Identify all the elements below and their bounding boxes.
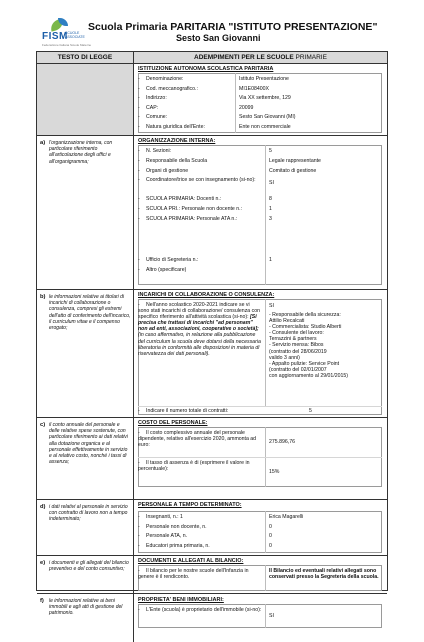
- list-item: - Educatori prima primaria, n.: [138, 542, 210, 549]
- detail-line: - Responsabile della sicurezza:: [269, 312, 341, 318]
- detail-line: - Servizio mensa: Bibos: [269, 342, 324, 349]
- list-item: - Natura giuridica dell'Ente:: [138, 123, 205, 130]
- section-a-cell: [134, 136, 387, 289]
- section-e-text-cell: [37, 556, 134, 593]
- list-value: 0: [269, 542, 272, 549]
- list-value: 0: [269, 533, 272, 539]
- detail-line: - Commercialista: Studio Alberti: [269, 324, 342, 331]
- list-value: 1: [269, 206, 272, 212]
- detail-line: (contratto del 02/01/2007: [269, 366, 327, 373]
- law-text: le informazioni relative ai titolari di incarichi di collaborazione o consulenza, compresi gli estremi dell'atto di conferimento dell'incarico, il curriculum vitae e il compenso erogato;: [49, 294, 131, 332]
- incarichi-details: [269, 312, 383, 379]
- column-divider: [265, 565, 266, 591]
- section-e-cell: [134, 556, 387, 593]
- detail-line: - Appalto pulizie: Service Point: [269, 360, 340, 367]
- list-item: - SCUOLA PRI.: Personale non docente n.:: [138, 206, 243, 212]
- list-item: - Il tasso di assenza è di (esprimere il valore in percentuale):: [138, 460, 250, 473]
- detail-line: Attilio Recalcati: [269, 318, 305, 325]
- istituzione-cell: [134, 64, 387, 135]
- page-title: Scuola Primaria PARITARIA "ISTITUTO PRESENTAZIONE": [88, 21, 378, 33]
- table-row: [37, 290, 387, 418]
- section-title: DOCUMENTI E ALLEGATI AL BILANCIO:: [138, 558, 244, 564]
- organizzazione-box: [138, 145, 382, 285]
- column-divider: [265, 511, 266, 553]
- section-c-text-cell: [37, 418, 134, 499]
- section-title: PROPRIETA' BENI IMMOBILIARI:: [138, 597, 224, 603]
- header-right-bold: ADEMPIMENTI PER LE SCUOLE: [194, 54, 294, 61]
- list-value: 20099: [239, 104, 254, 111]
- section-letter: b): [40, 294, 46, 300]
- list-item: - Ufficio di Segreteria n.:: [138, 257, 199, 263]
- logo-text: FISM: [42, 31, 68, 42]
- table-header-row: [37, 52, 387, 64]
- section-title: ISTITUZIONE AUTONOMA SCOLASTICA PARITARIA: [138, 66, 274, 72]
- law-text: il conto annuale del personale e delle relative spese sostenute, con particolare riferimento ai dati relativi alla dotazione organica e al personale effettivamente in servizio e al relativo costo, nonché i tassi di assenza;: [49, 422, 128, 466]
- list-item: - Indirizzo:: [138, 95, 167, 101]
- list-item: - Responsabile della Scuola: [138, 158, 208, 164]
- list-item: - Denominazione:: [138, 76, 184, 82]
- section-d-cell: [134, 500, 387, 555]
- section-f-text-cell: [37, 594, 134, 642]
- section-title: COSTO DEL PERSONALE:: [138, 420, 208, 426]
- list-item: - Insegnanti, n.: 1: [138, 514, 183, 520]
- list-item: - Cod. meccanografico.:: [138, 85, 198, 92]
- list-value: SI: [269, 180, 274, 186]
- detail-line: Terrazzini & partners: [269, 336, 317, 343]
- section-a-text-cell: [37, 136, 134, 289]
- column-divider: [235, 73, 236, 133]
- section-title: INCARICHI DI COLLABORAZIONE O CONSULENZA:: [138, 292, 275, 298]
- list-item: - Comune:: [138, 114, 168, 120]
- section-letter: c): [40, 422, 46, 428]
- section-letter: a): [40, 140, 46, 146]
- list-item: - CAP:: [138, 104, 159, 111]
- table-row: [37, 500, 387, 556]
- table-row: [37, 594, 387, 642]
- row-divider: [138, 406, 382, 407]
- list-item: - Indicare il numero totale di contratti:: [138, 408, 229, 414]
- list-item: - Il bilancio per le nostre scuole dell'Infanzia in genere è il rendiconto.: [138, 568, 249, 581]
- logo-subtext: SCUOLE ASSOCIATE: [65, 31, 85, 39]
- list-value: 3: [269, 216, 272, 222]
- list-item: - Personale non docente, n.: [138, 523, 207, 530]
- list-item: - Coordinatore/trice se con insegnamento (si-no):: [138, 177, 256, 183]
- law-text: i dati relativi al personale in servizio con contratto di lavoro non a tempo indeterminato;: [49, 504, 128, 523]
- section-letter: e): [40, 560, 46, 566]
- table-row: [37, 418, 387, 500]
- list-value: Erica Magarelli: [269, 514, 304, 520]
- list-value: Ente non commerciale: [239, 123, 291, 130]
- law-text: le informazioni relative ai beni immobili e agli atti di gestione del patrimonio.: [49, 598, 123, 617]
- header-left: TESTO DI LEGGE: [37, 52, 134, 63]
- section-letter: f): [40, 598, 44, 604]
- list-value: 5: [269, 148, 272, 154]
- incarichi-description: - Nell'anno scolastico 2020-2021 indicare se vi sono stati incarichi di collaborazione/ consulenza con specifico riferimento all'attività scolastica (si-no): [Si precisa che trattasi di incarichi "ad personam" non ad enti, associazioni, cooperative o società]; (in caso affermativo, in relazione alla pubblicazione del curriculum la scuola deve dotarsi della necessaria liberatoria in conformità alle disposizioni in materia di riservatezza dei dati personali).: [138, 302, 261, 357]
- list-value: Comitato di gestione: [269, 167, 317, 174]
- section-f-cell: [134, 594, 387, 642]
- transparency-table: [36, 51, 388, 619]
- detail-line: - Consulente del lavoro:: [269, 330, 324, 337]
- list-item: - SCUOLA PRIMARIA: Docenti n.:: [138, 196, 222, 202]
- list-item: - Personale ATA, n.: [138, 533, 188, 539]
- section-title: PERSONALE A TEMPO DETERMINATO:: [138, 502, 242, 508]
- column-divider: [265, 145, 266, 285]
- section-b-text-cell: [37, 290, 134, 417]
- list-item: - SCUOLA PRIMARIA: Personale ATA n.:: [138, 216, 238, 222]
- column-divider: [265, 604, 266, 628]
- table-row: [37, 64, 387, 136]
- section-b-cell: [134, 290, 387, 417]
- section-d-text-cell: [37, 500, 134, 555]
- section-letter: d): [40, 504, 46, 510]
- bilancio-note: Il Bilancio ed eventuali relativi allegati sono conservati presso la Segreteria della scuola.: [269, 568, 379, 581]
- list-item: - Altro (specificare): [138, 267, 187, 273]
- law-text: i documenti e gli allegati del bilancio preventivo e del conto consuntivo;: [49, 560, 129, 573]
- section-title: ORGANIZZAZIONE INTERNA:: [138, 138, 216, 144]
- header-right: [134, 52, 387, 63]
- list-value: 8: [269, 196, 272, 202]
- list-item: - N. Sezioni:: [138, 148, 172, 154]
- table-row: [37, 556, 387, 594]
- istituzione-left-cell: [37, 64, 134, 135]
- list-value: 0: [269, 523, 272, 530]
- column-divider: [265, 299, 266, 406]
- detail-line: valido 3 anni): [269, 354, 300, 361]
- list-value: Sesto San Giovanni (MI): [239, 114, 296, 120]
- detail-line: (contratto del 28/06/2019: [269, 348, 327, 355]
- list-item: - Organi di gestione: [138, 167, 189, 174]
- list-value: SI: [269, 613, 274, 619]
- list-value: Legale rappresentante: [269, 158, 321, 164]
- fism-logo: [40, 18, 92, 48]
- header-right-normal: PRIMARIE: [295, 54, 327, 61]
- list-value: 5: [309, 408, 312, 414]
- list-item: - Il costo complessivo annuale del personale dipendente, relativo all'esercizio 2020, ammonta ad euro:: [138, 430, 257, 449]
- list-value: 15%: [269, 469, 280, 475]
- list-value: Istituto Presentazione: [239, 76, 289, 82]
- list-value: Via XX settembre, 129: [239, 95, 291, 101]
- list-value: 1: [269, 257, 272, 263]
- list-item: - L'Ente (scuola) è proprietario dell'immobile (si-no):: [138, 607, 262, 613]
- table-row: [37, 136, 387, 290]
- detail-line: con aggiornamento al 29/01/2015): [269, 372, 349, 379]
- incarichi-answer: SI: [269, 303, 274, 309]
- list-value: 275.896,76: [269, 439, 295, 445]
- list-value: MI1E08400X: [239, 85, 269, 92]
- page-subtitle: Sesto San Giovanni: [176, 33, 261, 43]
- row-divider: [138, 457, 382, 458]
- law-text: l'organizzazione interna, con particolare riferimento all'articolazione degli uffici e all'organigramma;: [49, 140, 113, 165]
- logo-tagline: Federazione Italiana Scuole Materne: [42, 43, 92, 47]
- section-c-cell: [134, 418, 387, 499]
